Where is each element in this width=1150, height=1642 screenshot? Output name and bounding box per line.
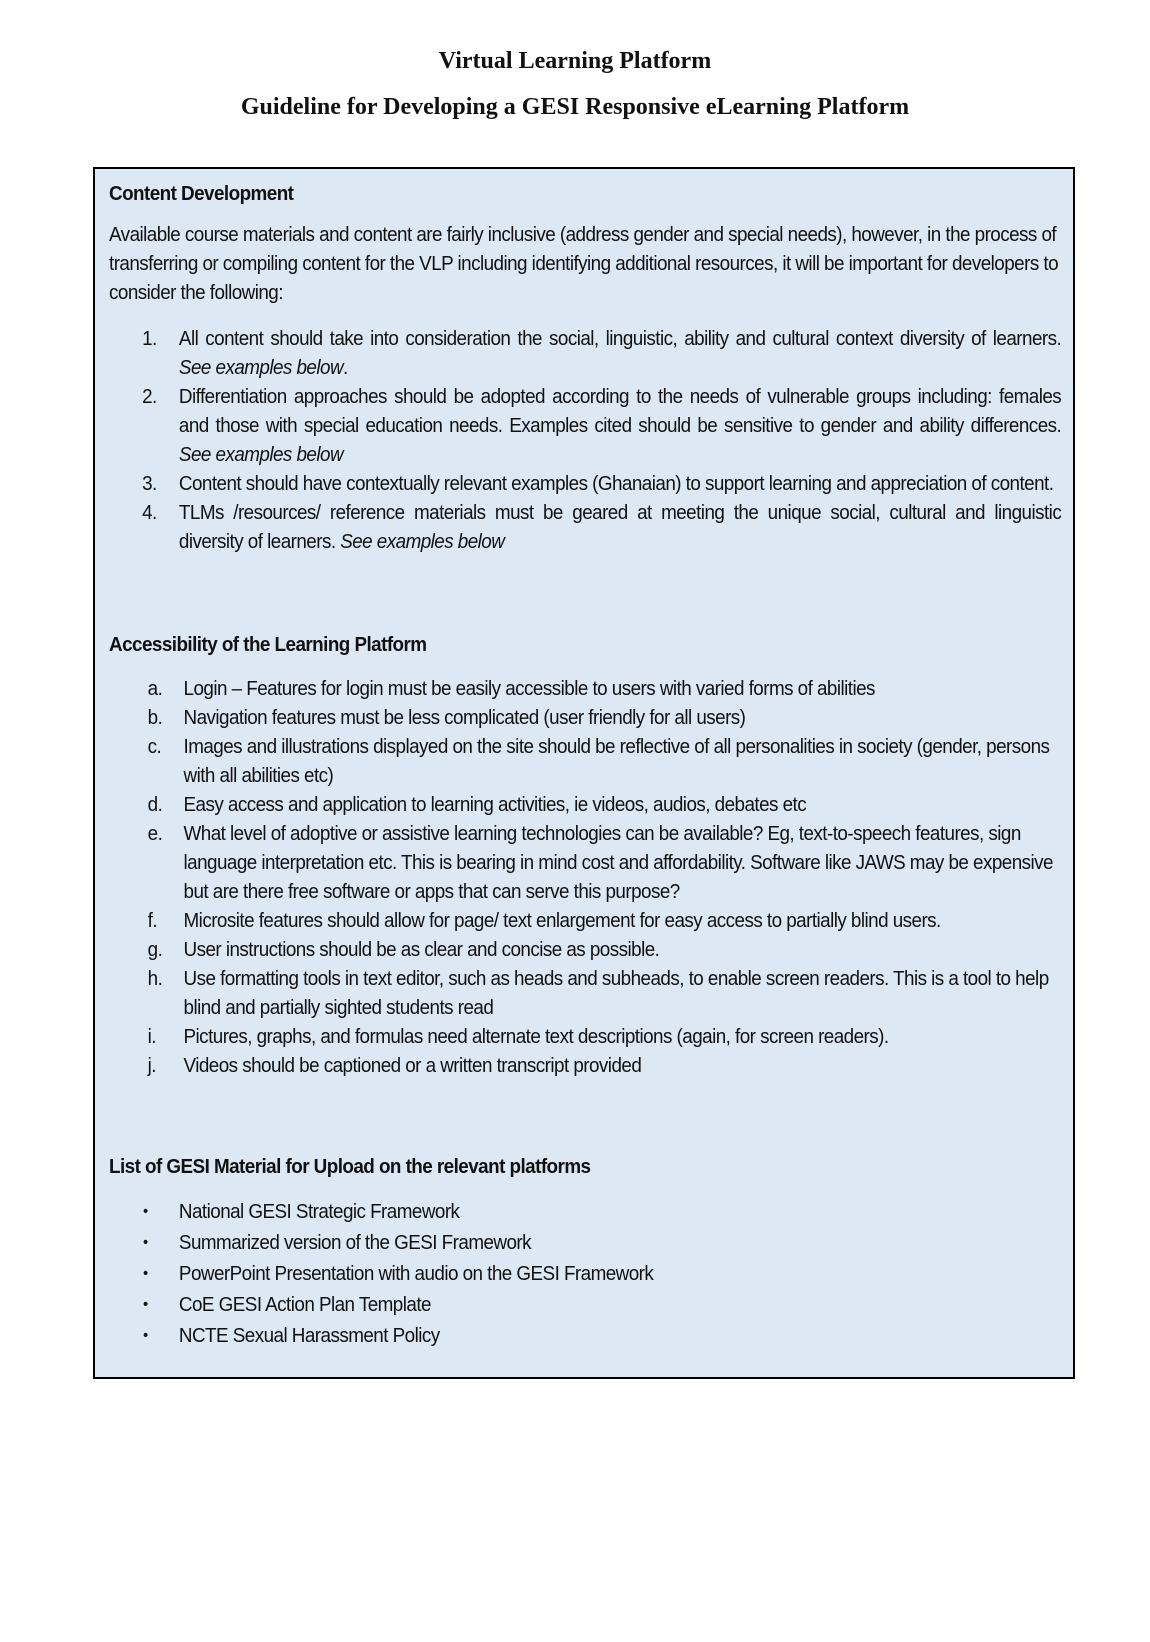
list-letter: f. [147, 909, 158, 932]
list-item [109, 1227, 1061, 1258]
section-spacer [109, 1080, 1061, 1152]
bullet-icon: • [143, 1327, 148, 1344]
document-title: Virtual Learning Platform [438, 48, 712, 74]
list-item [109, 498, 1061, 556]
list-letter: i. [147, 1025, 156, 1048]
list-item [109, 790, 1061, 819]
accessibility-heading: Accessibility of the Learning Platform [109, 633, 427, 656]
content-development-list [109, 324, 1061, 556]
bullet-icon: • [143, 1234, 148, 1251]
list-item-emphasis: See examples below [178, 356, 344, 379]
list-letter: b. [147, 706, 163, 729]
list-item-text: Pictures, graphs, and formulas need alternate text descriptions (again, for screen readers). [183, 1025, 889, 1048]
list-item [109, 732, 1061, 790]
list-item [109, 964, 1061, 1022]
list-item-text: Microsite features should allow for page/ text enlargement for easy access to partially blind users. [183, 909, 941, 932]
list-number: 1. [142, 327, 157, 350]
list-letter: j. [147, 1054, 156, 1077]
list-item [109, 382, 1061, 469]
list-item [109, 1320, 1061, 1351]
list-letter: g. [147, 938, 163, 961]
gesi-materials-heading: List of GESI Material for Upload on the relevant platforms [109, 1155, 591, 1178]
list-item [109, 906, 1061, 935]
list-item-text: CoE GESI Action Plan Template [178, 1293, 431, 1316]
list-item [109, 1258, 1061, 1289]
list-item-text: TLMs /resources/ reference materials must be geared at meeting the unique social, cultural and linguistic diversity of learners. [178, 501, 1062, 553]
document-subtitle: Guideline for Developing a GESI Responsive eLearning Platform [240, 94, 910, 120]
list-item-emphasis: See examples below [340, 530, 505, 553]
list-item [109, 819, 1061, 906]
list-item-text: Use formatting tools in text editor, such as heads and subheads, to enable screen readers. This is a tool to help blind and partially sighted students read [183, 967, 1049, 1019]
list-item-text: NCTE Sexual Harassment Policy [178, 1324, 440, 1347]
content-development-heading: Content Development [109, 182, 294, 205]
list-item-emphasis: See examples below [178, 443, 344, 466]
list-letter: c. [147, 735, 162, 758]
bullet-icon: • [143, 1203, 148, 1220]
list-item [109, 1022, 1061, 1051]
list-letter: a. [147, 677, 163, 700]
content-development-intro: Available course materials and content are fairly inclusive (address gender and special needs), however, in the process of transferring or compiling content for the VLP including identifying additional resources, it will be important for developers to consider the following: [109, 223, 1059, 304]
list-number: 2. [142, 385, 157, 408]
guideline-box [93, 167, 1075, 1379]
list-item [109, 1051, 1061, 1080]
list-item-text: PowerPoint Presentation with audio on the GESI Framework [178, 1262, 654, 1285]
list-item [109, 1196, 1061, 1227]
list-item-text: Easy access and application to learning activities, ie videos, audios, debates etc [183, 793, 807, 816]
guideline-content [109, 179, 1061, 1351]
list-item-text: What level of adoptive or assistive learning technologies can be available? Eg, text-to-speech features, sign language interpretation etc. This is bearing in mind cost and affordability. Software like JAWS may be expensive but are there free software or apps that can serve this purpose? [183, 822, 1053, 903]
list-number: 4. [142, 501, 157, 524]
list-letter: d. [147, 793, 163, 816]
bullet-icon: • [143, 1296, 148, 1313]
list-number: 3. [142, 472, 157, 495]
list-item-text: Navigation features must be less complicated (user friendly for all users) [183, 706, 746, 729]
gesi-materials-list [109, 1196, 1061, 1351]
list-item-text: Content should have contextually relevant examples (Ghanaian) to support learning and appreciation of content. [178, 472, 1054, 495]
section-spacer [109, 556, 1061, 630]
accessibility-list [109, 674, 1061, 1080]
list-item-text: Videos should be captioned or a written transcript provided [183, 1054, 642, 1077]
list-item [109, 1289, 1061, 1320]
list-item-text: Differentiation approaches should be adopted according to the needs of vulnerable groups including: females and those with special education needs. Examples cited should be sensitive to gender and ability differences. [178, 385, 1062, 437]
list-letter: e. [147, 822, 163, 845]
list-item-text: All content should take into consideration the social, linguistic, ability and cultural context diversity of learners. [178, 327, 1062, 350]
list-item [109, 469, 1061, 498]
list-item-text: User instructions should be as clear and concise as possible. [183, 938, 660, 961]
list-item [109, 674, 1061, 703]
list-item [109, 935, 1061, 964]
list-item [109, 703, 1061, 732]
list-item-suffix: . [343, 356, 348, 379]
list-item [109, 324, 1061, 382]
list-item-text: National GESI Strategic Framework [178, 1200, 460, 1223]
bullet-icon: • [143, 1265, 148, 1282]
list-item-text: Images and illustrations displayed on the site should be reflective of all personalities in society (gender, persons with all abilities etc) [183, 735, 1050, 787]
list-item-text: Login – Features for login must be easily accessible to users with varied forms of abilities [183, 677, 875, 700]
list-letter: h. [147, 967, 163, 990]
list-item-text: Summarized version of the GESI Framework [178, 1231, 532, 1254]
